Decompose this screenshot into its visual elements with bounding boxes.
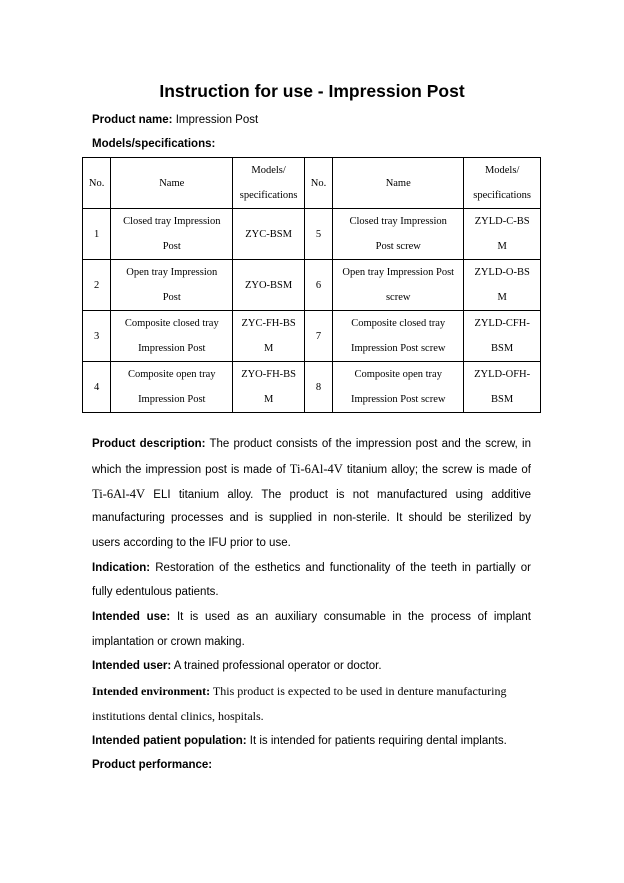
cell-name: Composite closed tray Impression Post [111, 311, 233, 362]
cell-spec: ZYLD-CFH- BSM [464, 311, 541, 362]
cell-spec: ZYLD-O-BS M [464, 260, 541, 311]
models-label: Models/specifications: [92, 138, 216, 150]
cell-no: 8 [304, 362, 332, 413]
cell-spec: ZYC-FH-BS M [233, 311, 305, 362]
product-description-line2: which the impression post is made of Ti-6Al-4V titanium alloy; the screw is made of [92, 462, 531, 476]
table-row [83, 311, 541, 362]
table-row [83, 209, 541, 260]
header-name: Name [111, 158, 233, 209]
product-description-line4: manufacturing processes and is supplied in non-sterile. It should be sterilized by [92, 512, 531, 524]
cell-spec: ZYO-BSM [233, 260, 305, 311]
header-name: Name [333, 158, 464, 209]
header-models: Models/ specifications [464, 158, 541, 209]
intended-use-line2: implantation or crown making. [92, 636, 245, 648]
product-name-line [92, 114, 258, 126]
models-heading [92, 138, 215, 150]
product-name-value: Impression Post [175, 114, 259, 126]
cell-name: Open tray Impression Post [111, 260, 233, 311]
description-label: Product description: [92, 438, 206, 450]
cell-name: Closed tray Impression Post [111, 209, 233, 260]
cell-no: 4 [83, 362, 111, 413]
cell-name: Open tray Impression Post screw [333, 260, 464, 311]
cell-no: 7 [304, 311, 332, 362]
cell-name: Composite open tray Impression Post screw [333, 362, 464, 413]
intended-use-line1: Intended use: It is used as an auxiliary consumable in the process of implant [92, 611, 531, 623]
page-title: Instruction for use - Impression Post [159, 81, 465, 101]
header-no: No. [83, 158, 111, 209]
models-table [82, 157, 541, 413]
intended-environment-label: Intended environment: [92, 684, 211, 698]
header-models: Models/ specifications [233, 158, 305, 209]
cell-no: 1 [83, 209, 111, 260]
product-description-line3: Ti-6Al-4V ELI titanium alloy. The product is not manufactured using additive [92, 487, 531, 501]
product-description-line5: users according to the IFU prior to use. [92, 537, 291, 549]
intended-user-label: Intended user: [92, 660, 172, 672]
product-performance-heading [92, 753, 531, 778]
indication-line2: fully edentulous patients. [92, 586, 219, 598]
intended-environment-line2: institutions dental clinics, hospitals. [92, 709, 264, 723]
cell-name: Composite closed tray Impression Post screw [333, 311, 464, 362]
cell-name: Closed tray Impression Post screw [333, 209, 464, 260]
intended-environment-line1: Intended environment: This product is expected to be used in denture manufacturing [92, 684, 507, 698]
header-no: No. [304, 158, 332, 209]
table-row [83, 362, 541, 413]
cell-no: 3 [83, 311, 111, 362]
cell-spec: ZYO-FH-BS M [233, 362, 305, 413]
cell-no: 6 [304, 260, 332, 311]
indication-label: Indication: [92, 562, 151, 574]
cell-spec: ZYC-BSM [233, 209, 305, 260]
cell-name: Composite open tray Impression Post [111, 362, 233, 413]
indication-line1: Indication: Restoration of the esthetics and functionality of the teeth in partially or [92, 562, 531, 574]
cell-spec: ZYLD-OFH- BSM [464, 362, 541, 413]
table-row [83, 260, 541, 311]
product-name-label: Product name: [92, 114, 173, 126]
intended-use-label: Intended use: [92, 611, 171, 623]
table-header-row [83, 158, 541, 209]
product-performance-label: Product performance: [92, 759, 213, 771]
patient-population-line: Intended patient population: It is intended for patients requiring dental implants. [92, 735, 507, 747]
cell-no: 2 [83, 260, 111, 311]
intended-user-line: Intended user: A trained professional operator or doctor. [92, 660, 382, 672]
cell-no: 5 [304, 209, 332, 260]
cell-spec: ZYLD-C-BS M [464, 209, 541, 260]
product-description-line1: Product description: The product consists of the impression post and the screw, in [92, 438, 531, 450]
patient-population-label: Intended patient population: [92, 735, 247, 747]
